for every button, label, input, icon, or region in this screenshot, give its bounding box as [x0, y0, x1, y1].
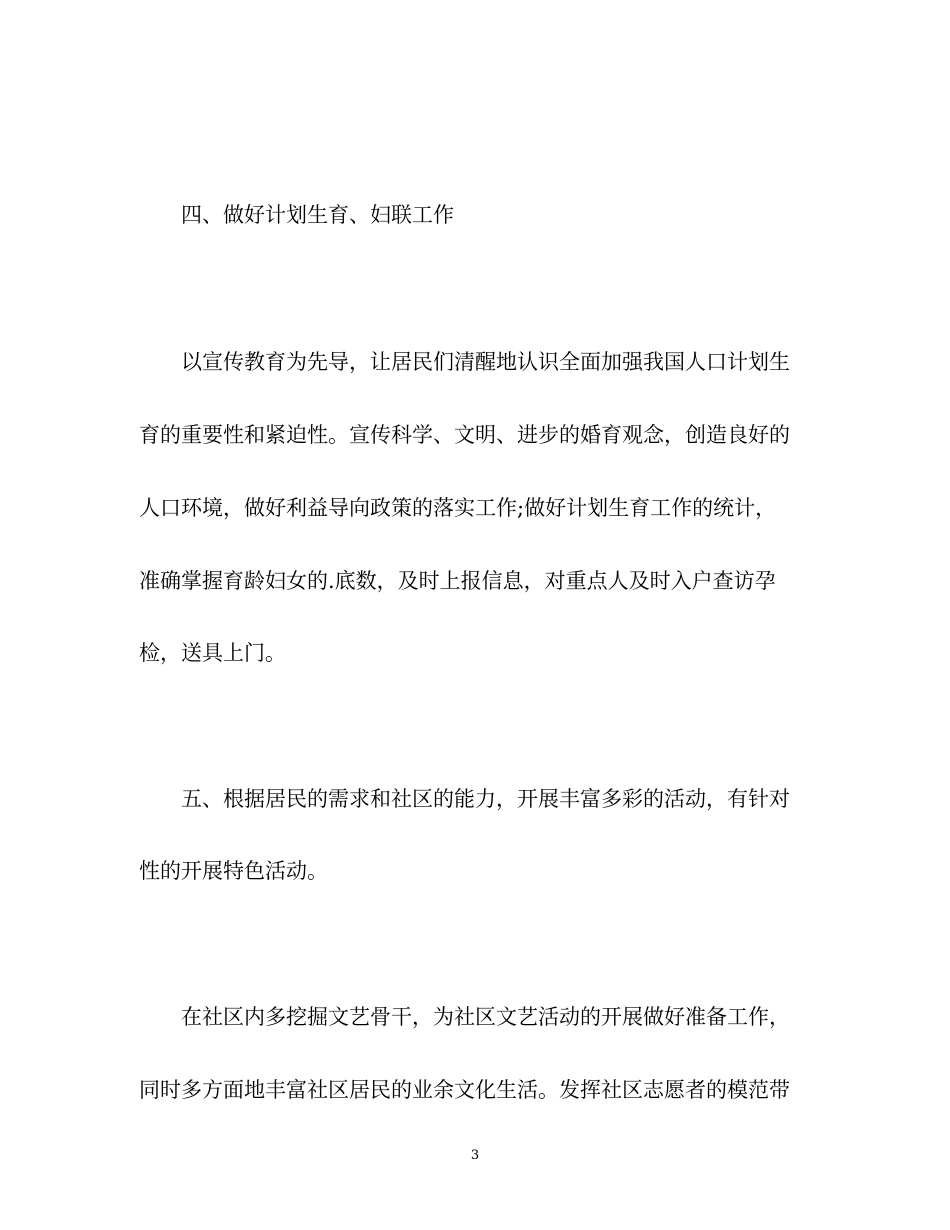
section-heading-4: 四、做好计划生育、妇联工作	[181, 203, 454, 227]
heading-line: 性的开展特色活动。	[139, 859, 328, 883]
paragraph-line: 育的重要性和紧迫性。宣传科学、文明、进步的婚育观念，创造良好的	[139, 423, 790, 447]
paragraph-line: 准确掌握育龄妇女的.底数，及时上报信息，对重点人及时入户查访孕	[139, 569, 776, 593]
heading-line: 五、根据居民的需求和社区的能力，开展丰富多彩的活动，有针对	[181, 787, 790, 811]
paragraph-line: 在社区内多挖掘文艺骨干，为社区文艺活动的开展做好准备工作，	[181, 1005, 790, 1029]
paragraph-line: 同时多方面地丰富社区居民的业余文化生活。发挥社区志愿者的模范带	[139, 1078, 790, 1102]
page-number: 3	[470, 1148, 480, 1163]
paragraph-line: 检，送具上门。	[139, 641, 286, 665]
paragraph-line: 以宣传教育为先导，让居民们清醒地认识全面加强我国人口计划生	[181, 350, 790, 374]
paragraph-line: 人口环境，做好利益导向政策的落实工作;做好计划生育工作的统计，	[139, 496, 777, 520]
